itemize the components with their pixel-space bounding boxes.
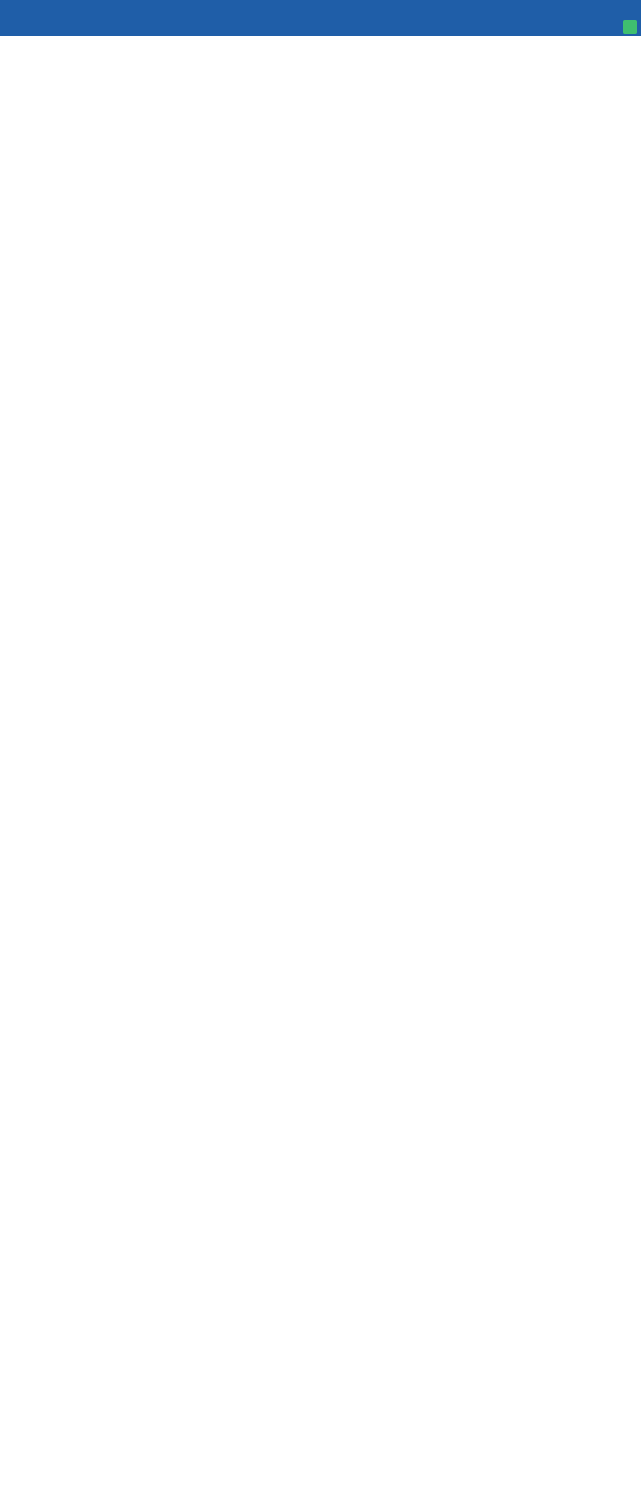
logo-icon	[623, 20, 637, 34]
table-header	[0, 0, 641, 36]
header-company	[70, 0, 180, 36]
header-variety	[0, 0, 70, 36]
header-viewpoint	[180, 0, 641, 36]
